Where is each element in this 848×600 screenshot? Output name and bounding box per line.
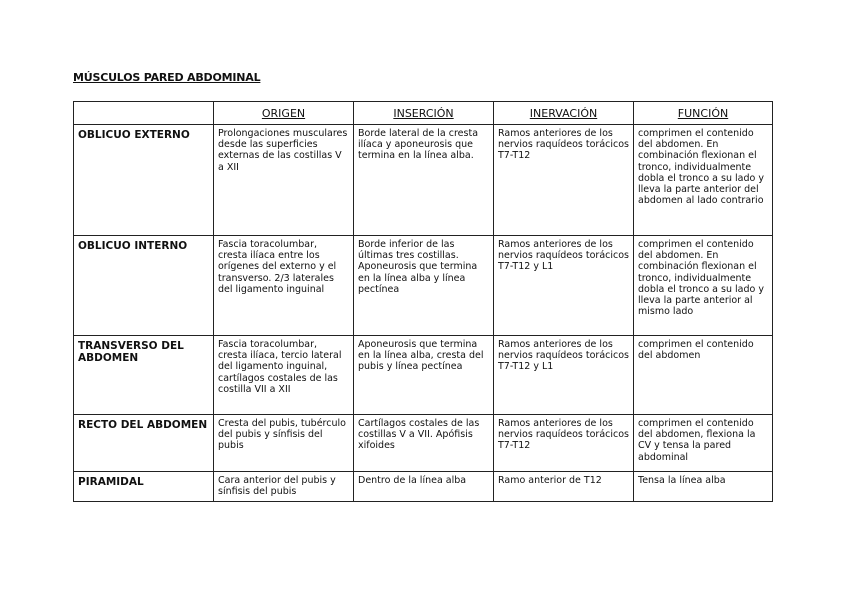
origen-cell: Fascia toracolumbar, cresta ilíaca, tercio lateral del ligamento inguinal, cartílagos costales de las costilla VII a XII (214, 336, 354, 415)
table-row-recto (74, 415, 773, 472)
funcion-cell: Tensa la línea alba (634, 472, 773, 502)
insercion-cell: Cartílagos costales de las costillas V a VII. Apófisis xifoides (354, 415, 494, 472)
inervacion-cell: Ramos anteriores de los nervios raquídeos torácicos T7-T12 (494, 415, 634, 472)
header-cell-empty (74, 102, 214, 125)
muscle-name-cell: PIRAMIDAL (74, 472, 214, 502)
inervacion-cell: Ramos anteriores de los nervios raquídeos torácicos T7-T12 (494, 125, 634, 236)
header-inervacion: INERVACIÓN (494, 102, 634, 125)
document-title: MÚSCULOS PARED ABDOMINAL (73, 71, 261, 84)
insercion-cell: Dentro de la línea alba (354, 472, 494, 502)
table-row-oblicuo-interno (74, 236, 773, 336)
origen-cell: Cara anterior del pubis y sínfisis del pubis (214, 472, 354, 502)
funcion-cell: comprimen el contenido del abdomen. En combinación flexionan el tronco, individualmente dobla el tronco a su lado y lleva la parte anterior al mismo lado (634, 236, 773, 336)
inervacion-cell: Ramos anteriores de los nervios raquídeos torácicos T7-T12 y L1 (494, 236, 634, 336)
muscle-name-cell: RECTO DEL ABDOMEN (74, 415, 214, 472)
funcion-cell: comprimen el contenido del abdomen. En combinación flexionan el tronco, individualmente dobla el tronco a su lado y lleva la parte anterior del abdomen al lado contrario (634, 125, 773, 236)
inervacion-cell: Ramo anterior de T12 (494, 472, 634, 502)
header-insercion: INSERCIÓN (354, 102, 494, 125)
funcion-cell: comprimen el contenido del abdomen, flexiona la CV y tensa la pared abdominal (634, 415, 773, 472)
insercion-cell: Borde lateral de la cresta ilíaca y aponeurosis que termina en la línea alba. (354, 125, 494, 236)
funcion-cell: comprimen el contenido del abdomen (634, 336, 773, 415)
header-origen: ORIGEN (214, 102, 354, 125)
muscle-name-cell: TRANSVERSO DEL ABDOMEN (74, 336, 214, 415)
origen-cell: Fascia toracolumbar, cresta ilíaca entre los orígenes del externo y el transverso. 2/3 laterales del ligamento inguinal (214, 236, 354, 336)
insercion-cell: Borde inferior de las últimas tres costillas. Aponeurosis que termina en la línea alba y línea pectínea (354, 236, 494, 336)
table-row-oblicuo-externo (74, 125, 773, 236)
table-row-transverso (74, 336, 773, 415)
muscle-name-cell: OBLICUO EXTERNO (74, 125, 214, 236)
muscles-table (73, 101, 773, 502)
header-funcion: FUNCIÓN (634, 102, 773, 125)
inervacion-cell: Ramos anteriores de los nervios raquídeos torácicos T7-T12 y L1 (494, 336, 634, 415)
origen-cell: Prolongaciones musculares desde las superficies externas de las costillas V a XII (214, 125, 354, 236)
table-row-piramidal (74, 472, 773, 502)
origen-cell: Cresta del pubis, tubérculo del pubis y sínfisis del pubis (214, 415, 354, 472)
muscle-name-cell: OBLICUO INTERNO (74, 236, 214, 336)
insercion-cell: Aponeurosis que termina en la línea alba, cresta del pubis y línea pectínea (354, 336, 494, 415)
header-row (74, 102, 773, 125)
